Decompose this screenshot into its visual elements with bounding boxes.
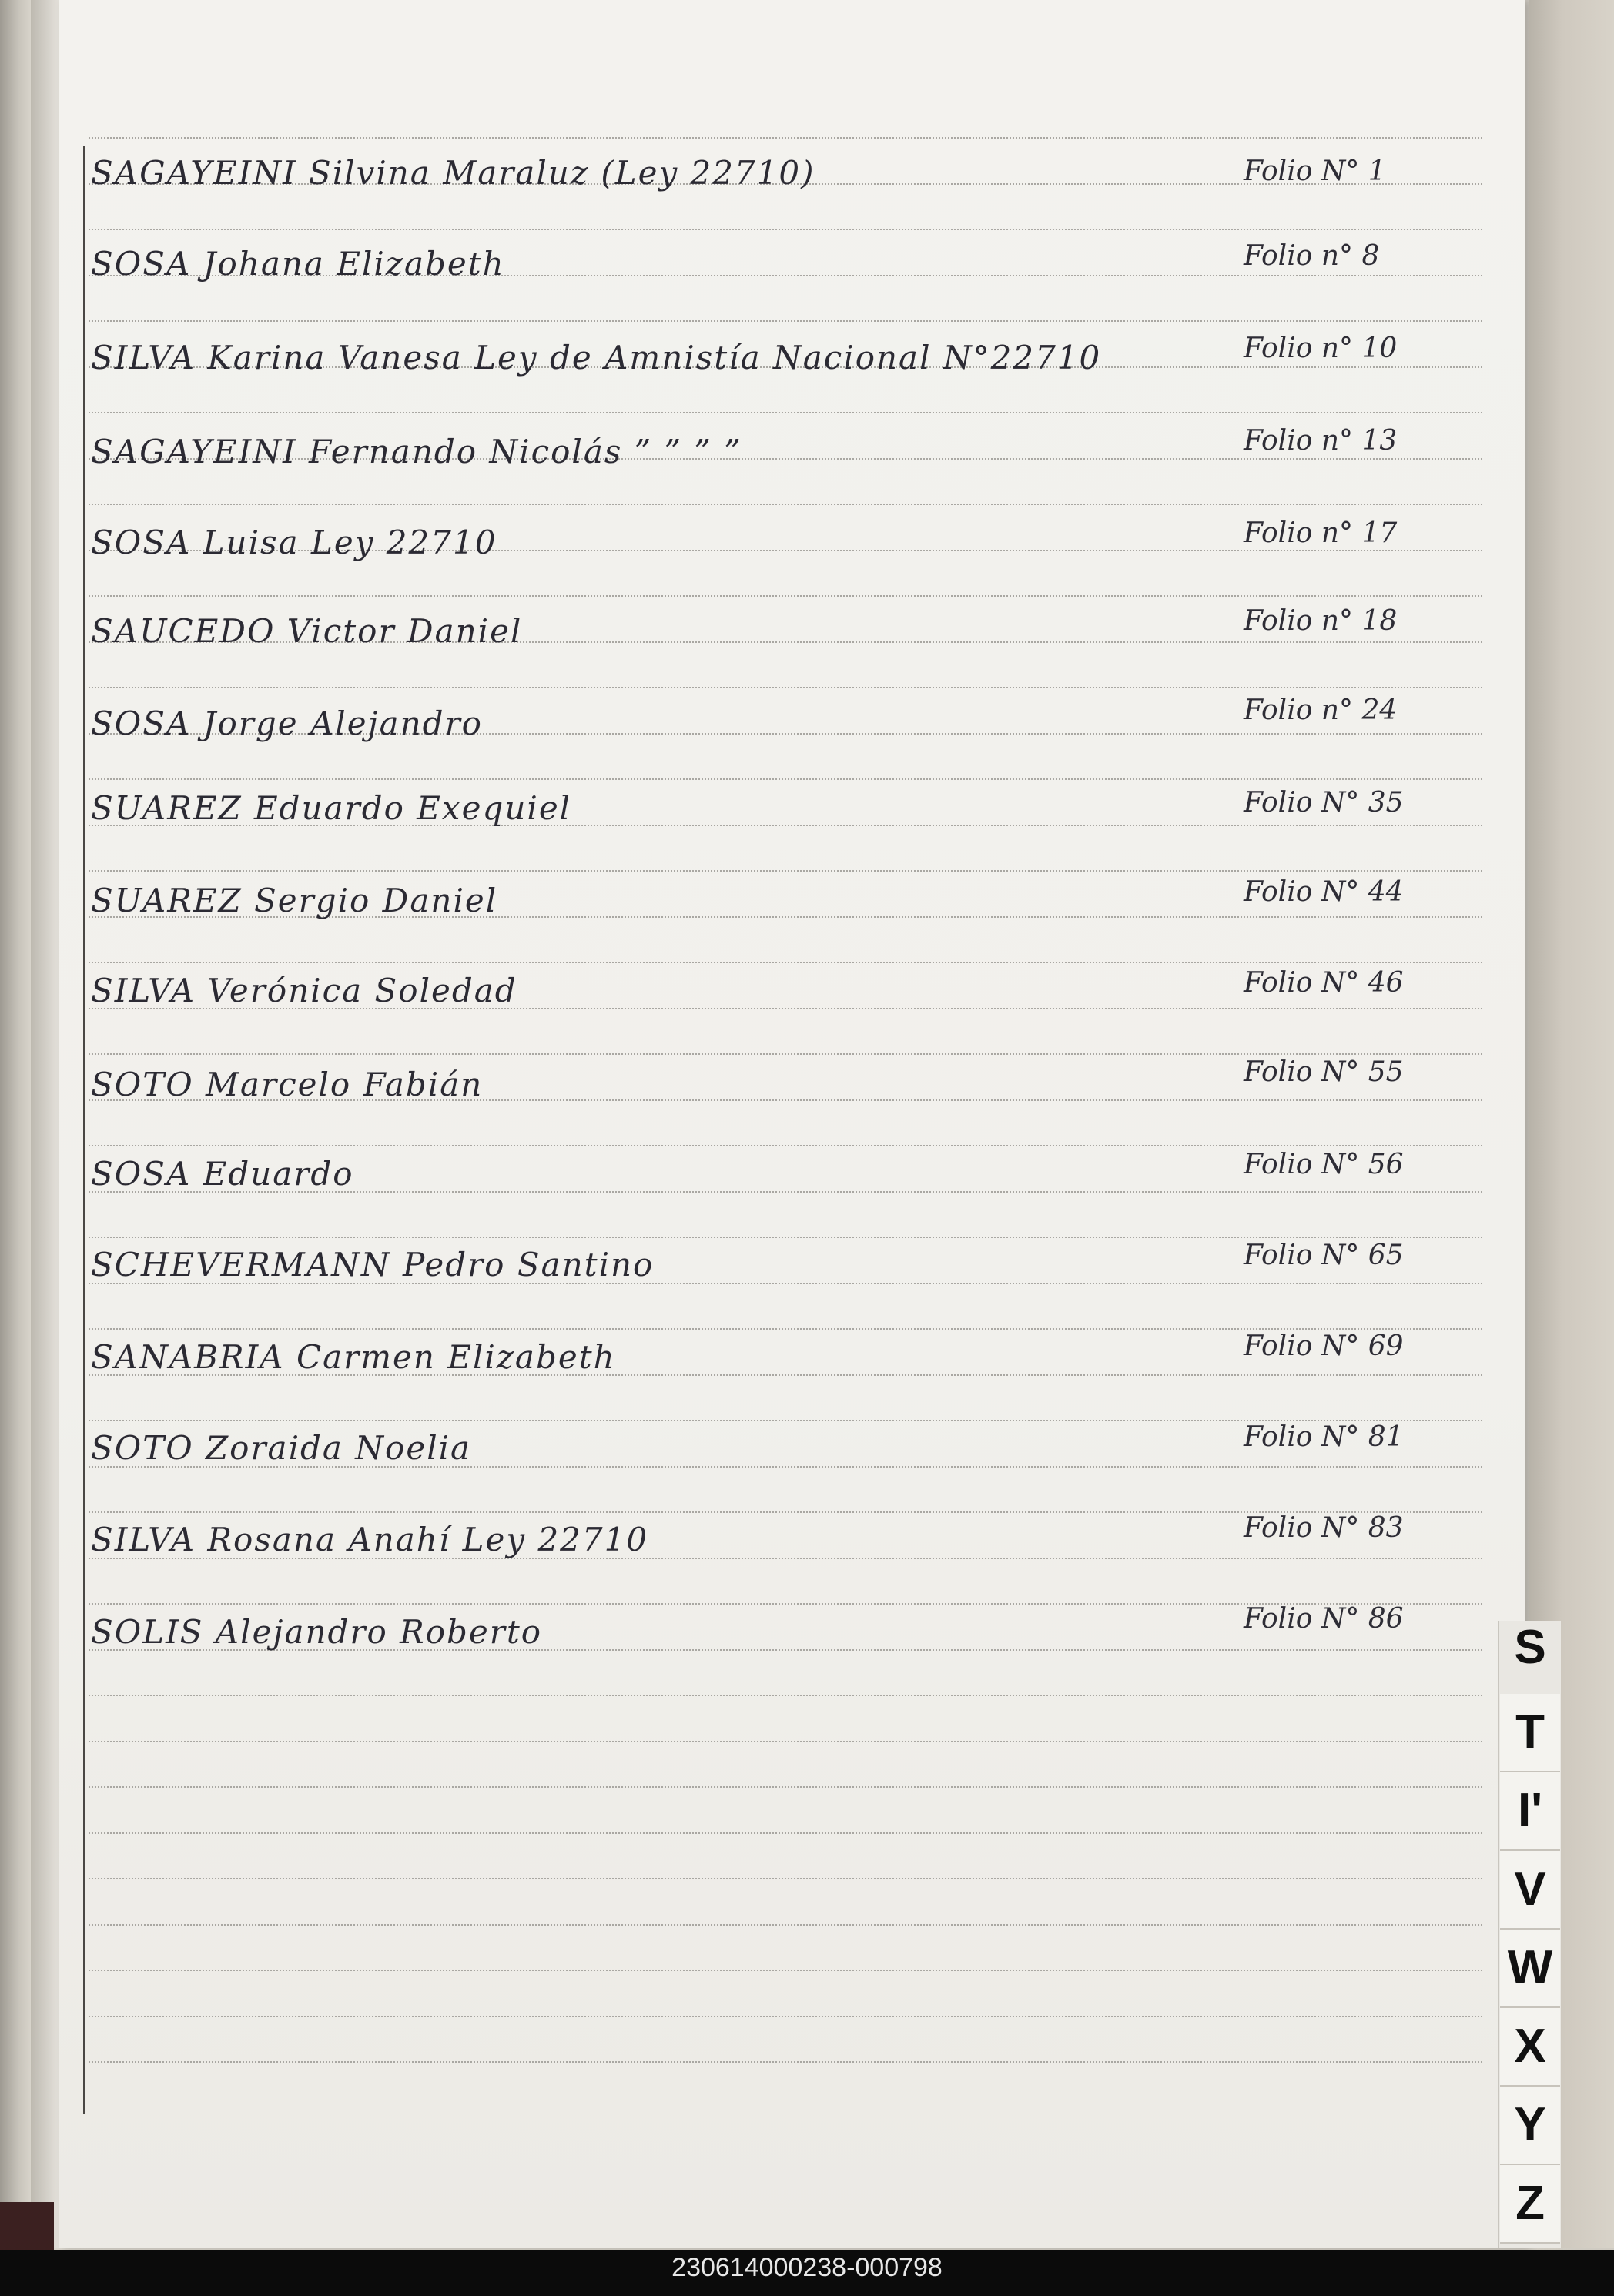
index-tab[interactable]: S xyxy=(1514,1621,1546,1674)
entry-folio: Folio N° 35 xyxy=(1244,787,1404,818)
ruled-line xyxy=(89,1786,1482,1788)
ruled-line xyxy=(89,1832,1482,1834)
entry-name: SOSA Jorge Alejandro xyxy=(91,705,483,742)
index-tab[interactable]: T xyxy=(1500,1694,1560,1772)
ruled-line xyxy=(89,412,1482,413)
ruled-line xyxy=(89,1695,1482,1696)
index-tab[interactable]: V xyxy=(1500,1851,1560,1930)
entry-folio: Folio N° 86 xyxy=(1244,1603,1404,1635)
ruled-line xyxy=(89,1741,1482,1742)
entry-name: SOSA Luisa Ley 22710 xyxy=(91,524,497,561)
index-tab[interactable]: X xyxy=(1500,2008,1560,2087)
page-left-edge xyxy=(31,0,62,2248)
entry-folio: Folio N° 46 xyxy=(1244,967,1404,999)
entry-name: SILVA Karina Vanesa Ley de Amnistía Nacional N°22710 xyxy=(91,339,1102,377)
entry-name: SANABRIA Carmen Elizabeth xyxy=(91,1338,616,1376)
ruled-line xyxy=(89,687,1482,688)
ruled-line xyxy=(89,2016,1482,2017)
margin-line xyxy=(83,146,85,2114)
ruled-line xyxy=(89,870,1482,872)
index-tab[interactable]: Y xyxy=(1500,2087,1560,2165)
ruled-line xyxy=(89,1328,1482,1330)
entry-folio: Folio n° 17 xyxy=(1244,517,1398,549)
ruled-line xyxy=(89,229,1482,230)
ruled-line xyxy=(89,1145,1482,1146)
footer-code: 230614000238-000798 xyxy=(671,2253,943,2282)
ruled-line xyxy=(89,320,1482,322)
entry-name: SCHEVERMANN Pedro Santino xyxy=(91,1246,655,1284)
entry-folio: Folio N° 65 xyxy=(1244,1240,1404,1271)
entry-folio: Folio N° 44 xyxy=(1244,876,1404,908)
entry-name: SOLIS Alejandro Roberto xyxy=(91,1613,543,1651)
index-tab[interactable]: I' xyxy=(1500,1772,1560,1851)
entry-name: SILVA Verónica Soledad xyxy=(91,972,517,1009)
entry-name: SAGAYEINI Fernando Nicolás ” ” ” ” xyxy=(91,433,742,470)
entry-name: SAGAYEINI Silvina Maraluz (Ley 22710) xyxy=(91,154,815,192)
entry-folio: Folio n° 18 xyxy=(1244,605,1398,637)
index-tab[interactable]: W xyxy=(1500,1930,1560,2008)
ruled-line xyxy=(89,1970,1482,1971)
entry-folio: Folio N° 56 xyxy=(1244,1149,1404,1180)
entry-folio: Folio N° 55 xyxy=(1244,1056,1404,1088)
entry-folio: Folio n° 8 xyxy=(1244,240,1380,272)
ruled-line xyxy=(89,1878,1482,1879)
ruled-line xyxy=(89,137,1482,139)
entry-name: SUAREZ Eduardo Exequiel xyxy=(91,789,572,827)
ruled-line xyxy=(89,504,1482,505)
entry-folio: Folio N° 81 xyxy=(1244,1421,1404,1453)
binding-corner xyxy=(0,2202,54,2250)
ruled-line xyxy=(89,962,1482,963)
entry-name: SOTO Marcelo Fabián xyxy=(91,1066,484,1103)
entry-folio: Folio N° 83 xyxy=(1244,1512,1404,1544)
entry-name: SAUCEDO Victor Daniel xyxy=(91,612,523,650)
entry-name: SUAREZ Sergio Daniel xyxy=(91,882,498,919)
ruled-line xyxy=(89,1053,1482,1055)
index-tab[interactable]: Z xyxy=(1500,2165,1560,2244)
entry-name: SOSA Eduardo xyxy=(91,1155,354,1193)
entry-name: SOTO Zoraida Noelia xyxy=(91,1429,472,1467)
ruled-line xyxy=(89,595,1482,597)
entry-folio: Folio n° 24 xyxy=(1244,694,1398,726)
ruled-line xyxy=(89,1924,1482,1926)
entry-name: SILVA Rosana Anahí Ley 22710 xyxy=(91,1521,649,1558)
entry-folio: Folio n° 13 xyxy=(1244,425,1398,457)
ruled-line xyxy=(89,2061,1482,2063)
entry-folio: Folio N° 1 xyxy=(1244,156,1386,187)
entry-folio: Folio n° 10 xyxy=(1244,333,1398,364)
entry-folio: Folio N° 69 xyxy=(1244,1330,1404,1362)
ruled-line xyxy=(89,778,1482,780)
entry-name: SOSA Johana Elizabeth xyxy=(91,245,505,283)
ruled-line xyxy=(89,1237,1482,1238)
